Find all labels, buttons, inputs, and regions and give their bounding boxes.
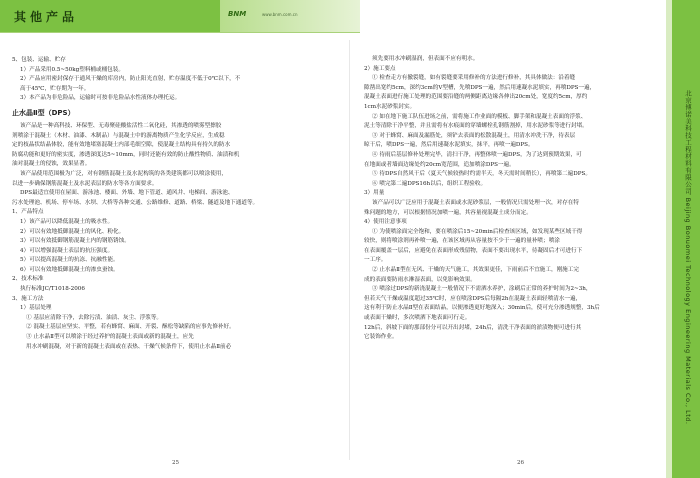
text-line: 或表面干燥时，多次喷洒下地表面可行走。 xyxy=(364,315,471,322)
text-line: 须先要用水冲刷湿润，但表面不应有明水。 xyxy=(372,56,479,62)
brand-url: www.bnm.com.cn xyxy=(262,12,298,17)
text-line: 2）可以有效地抵御混凝土的风化、粉化。 xyxy=(20,228,125,235)
text-line: 泥土等清除干净平整，并且需将有水痕面的穿墙螺栓孔钢筋割掉，用水泥砂浆等进行封堵。 xyxy=(364,123,588,130)
text-line: 在表面覆盖一层后，应避免在表面形成残留物，表面不要出现水平，待凝固后才可进行下 xyxy=(364,247,583,254)
text-line: 2）施工要点 xyxy=(364,65,396,72)
text-line: 5、包装、运输、贮存 xyxy=(12,57,66,63)
text-line: 剂喷涂于混凝土（木材、油漆、木制品）与混凝土中的游离物质产生化学反应，生成稳 xyxy=(12,132,225,139)
text-line: 3）本产品为非危险品，运输时可按非危险品水性液体办理托运。 xyxy=(20,95,181,102)
right-page-body xyxy=(364,55,662,343)
text-line: 该产品可以广泛应用于混凝土表面或水泥砂浆层，一般情况只需处理一次，对存在特 xyxy=(372,199,579,206)
section-heading: 止水晶Ⅱ型（DPS） xyxy=(12,108,75,117)
text-line: 4）使用注意事项 xyxy=(364,219,407,226)
text-line: 3）可以有效抵御钢筋混凝土内的钢筋锈蚀。 xyxy=(20,238,130,245)
text-line: ① 基层应清除干净，去除污渍、油渍、灰尘、浮浆等。 xyxy=(26,314,163,321)
text-line: 1）该产品可以降低混凝土的吸水性。 xyxy=(20,218,114,225)
text-line: 殊问题的地方，可以根据情况加喷一遍，其容量视混凝土成分而定。 xyxy=(364,209,532,216)
text-line: 该产品使用范围极为广泛，对有钢筋混凝土及水泥构筑的各类建筑都可以喷涂使用， xyxy=(20,170,227,177)
text-line: 1）基层处理 xyxy=(20,305,52,312)
left-page-body xyxy=(12,56,334,352)
page-number-right: 26 xyxy=(517,460,524,466)
page-number-left: 25 xyxy=(172,460,179,466)
text-line: 2）产品应用密封保存于通风干燥的库房内，防止阳光直射，贮存温度不低于0℃以下，不 xyxy=(20,76,241,83)
header-divider xyxy=(0,32,360,33)
text-line: 用水冲刷混凝，对于新的混凝土表面或在表热、干燥气候条件下，使用止水晶Ⅱ前必 xyxy=(26,343,232,350)
text-line: 油对混凝土的侵蚀，效果显著。 xyxy=(12,161,91,168)
text-line: ③ 止水晶Ⅱ型可以喷涂于经过养护的混凝土表面或新的混凝土，应先 xyxy=(26,334,194,341)
text-line: 6）可以有效地抵御混凝土的渗虫蚕蚀。 xyxy=(20,266,119,273)
text-line: 1）产品采用0.5~50kg塑料桶或桶包装。 xyxy=(20,66,124,73)
text-line: ③ 对于蜂窝、麻面及漏筋处，须铲去表面的松散混凝土，用清水冲洗干净，待表层 xyxy=(372,132,576,139)
text-line: 1、产品特点 xyxy=(12,209,44,216)
text-line: ⑥ 喷完第二遍DPS16h以后，组织工程验收。 xyxy=(372,180,487,187)
text-line: ① 为使喷涂面完全饱和，要在喷涂后15~20min后检查该区域，如发现某些区域干得 xyxy=(372,228,583,235)
text-line: 晾干后，喷DPS一遍，然后用速凝水泥填实，抹平，再喷一遍DPS。 xyxy=(364,142,534,149)
text-line: ② 如在地下施工队伍进场之前，需将施工作业面的模板、脚手架和混凝土表面的浮浆、 xyxy=(372,113,587,120)
text-line: ① 检查走方有撤裂缝，如有裂缝要采用修补的方法进行修补，其具体做法：沿着缝 xyxy=(372,75,576,82)
text-line: 定的枝晶状结晶体胶，能有效地堵塞混凝土内部毛细空隙，使混凝土结构具有持久的防水 xyxy=(12,142,231,149)
section-title: 其他产品 xyxy=(14,10,79,24)
text-line: ③ 喷涂过DPS的新浇混凝土一般情况下不需洒水养护，涂刷后正常的养护时间为2~3h， xyxy=(372,286,592,293)
text-line: 较快，则将喷涂剂再补喷一遍，在该区域再从容量按不少于一遍的量补喷；喷涂 xyxy=(364,238,560,245)
text-line: 4）可以增强混凝土表层的抗压强度。 xyxy=(20,247,114,254)
text-line: 12h后，斜坡下面的那部份分可以开出封堵，24h后，清洗干净表面的淤渍物便可进行其 xyxy=(364,324,582,331)
text-line: 该产品是一种高科技、环保型、无毒聚硅酸盐活性二氧化硅，其渗透的喷雾型擦胶 xyxy=(20,122,222,129)
text-line: 混凝土表面进行施工处理的范围要沿缝的两侧距离边缘各伸出20cm处，宽度约5cm，厚约 xyxy=(364,94,588,101)
text-line: DPS最适宜使用在屋面、游泳池、楼面、外墙、地下管道、通风井、电梯间、游泳池、 xyxy=(20,190,234,197)
text-line: 一工序。 xyxy=(364,257,387,264)
text-line: 以进一步确保钢筋混凝土及水泥表层的防水等各方面要求。 xyxy=(12,180,158,187)
text-line: 这有利于防止水晶Ⅱ型在表面结晶，以便渗透更好地深入；30min后，使可充分渗透规整，3h后 xyxy=(364,305,600,312)
text-line: 执行标准JC/T1018-2006 xyxy=(20,286,85,293)
brand-logo: BNM xyxy=(228,10,247,18)
text-line: 3）用量 xyxy=(364,190,385,197)
text-line: 2、技术标准 xyxy=(12,276,44,283)
text-line: 成的表面要防雨水淋湿表面，以免影响效果。 xyxy=(364,276,476,283)
text-line: 5）可以提高混凝土的抗冻、抗融性能。 xyxy=(20,257,119,264)
text-line: 污水处理池、机场、停车场、水坝、大桥等各种交通、公路维修、道路、桥梁、隧道及地下通道等。 xyxy=(12,199,259,206)
text-line: 3、施工方法 xyxy=(12,295,44,302)
text-line: 隙凿出宽约5cm，深约3cm的V型槽，先喷DPS一遍，然后用速凝水泥填实，再喷DPS一遍， xyxy=(364,84,596,91)
text-line: 但若天气干燥或温度超过35℃时，应在喷涂DPS后每隔2h在混凝土表面轻喷清水一遍， xyxy=(364,295,582,302)
text-line: 防腐功能和更好的密实度，渗透深度达5~10mm，同时还能有效的防止酸性物质、油渍和机 xyxy=(12,151,240,158)
text-line: ② 混凝土基层应坚实、平整，若有蜂窝、麻面、开裂、酥松等缺陷的应事先修补好。 xyxy=(26,324,235,331)
text-line: ② 止水晶Ⅱ型在无风、干燥的天气施工，其效果更佳，下雨前后不宜施工，刚施工完 xyxy=(372,267,579,274)
company-name-vertical: 北京博诺美科技工程材料有限公司 Beijing Bonuomei Technology Engineering Materials Co., Ltd. xyxy=(684,90,692,425)
text-line: ⑤ 待DPS自然风干后（夏天气候较热时约需半天，冬天需时间稍长），再喷第二遍DPS。 xyxy=(372,171,591,178)
text-line: 它装饰作业。 xyxy=(364,334,398,341)
page-fold xyxy=(349,40,350,460)
text-line: 1cm水泥砂浆封实。 xyxy=(364,103,416,110)
text-line: ④ 待雨后基层修补处理完毕，清扫干净，再整体喷一遍DPS，为了达到预期效果，可 xyxy=(372,151,582,158)
text-line: 在地面或者墙面边缘处约20cm宽范围，追加喷涂DPS一遍。 xyxy=(364,161,515,168)
text-line: 高于45℃，贮存期为一年。 xyxy=(20,85,90,92)
